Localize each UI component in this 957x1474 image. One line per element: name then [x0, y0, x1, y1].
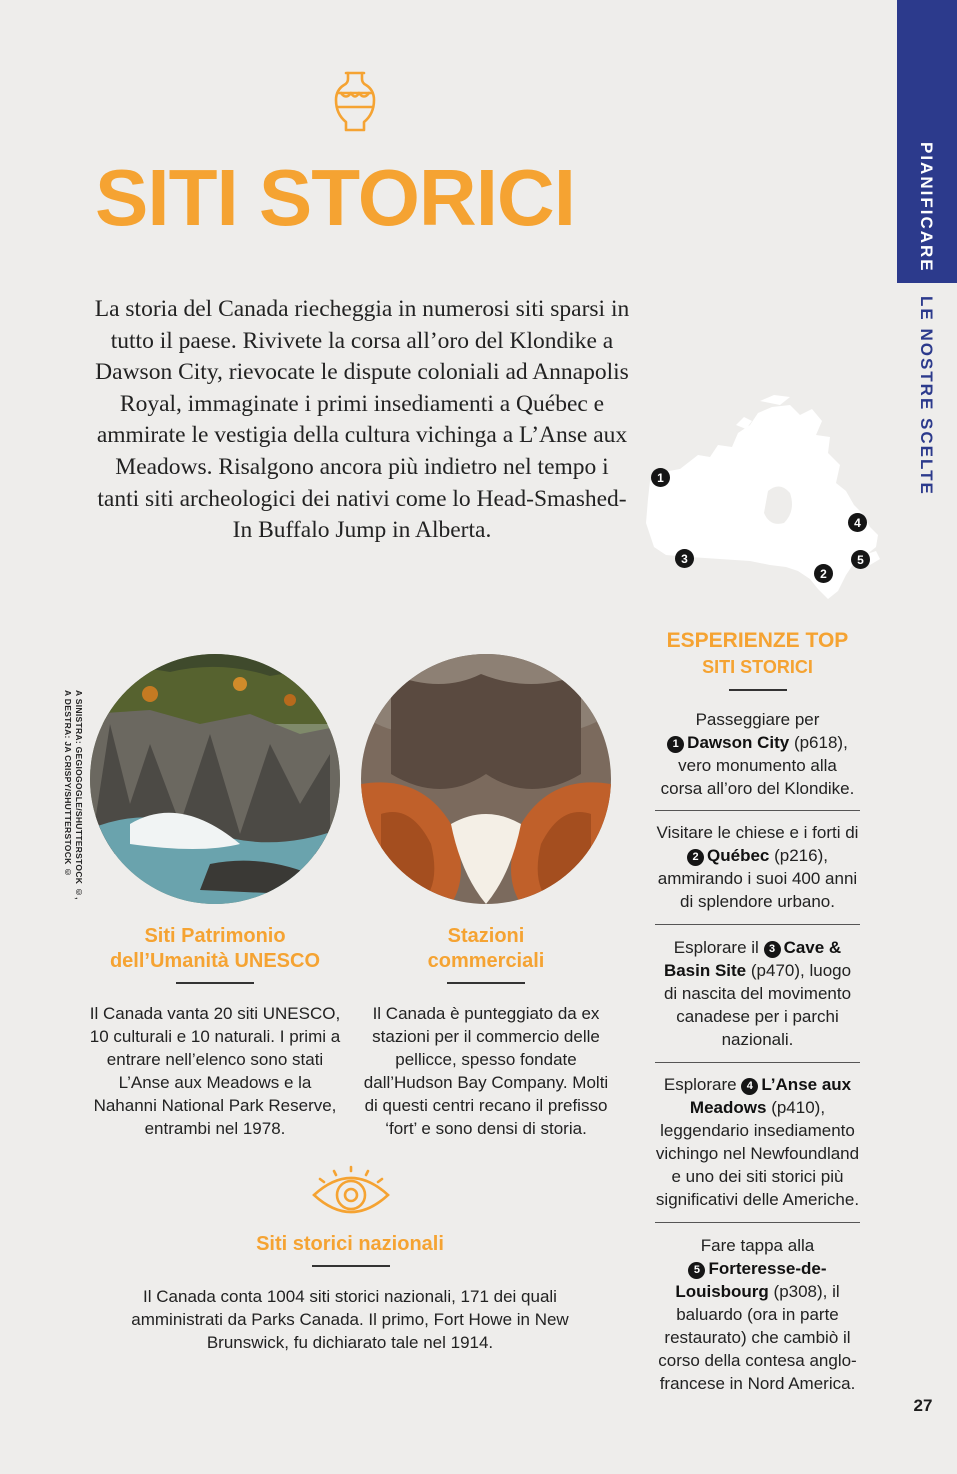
intro-paragraph: La storia del Canada riecheggia in numerosi siti sparsi in tutto il paese. Rivivete la corsa all’oro del Klondike a Dawson City, rievocate le dispute coloniali ad Annapolis Royal, immaginate i primi insediamenti a Québec e ammirate le vestigia della cultura vichinga a L’Anse aux Meadows. Risalgono ancora più indietro nel tempo i tanti siti archeologici dei nativi come lo Head-Smashed-In Buffalo Jump in Alberta.: [94, 296, 630, 544]
experience-3-pre: Esplorare il: [673, 938, 759, 957]
vase-icon: [332, 70, 378, 134]
map-pin-2: 2: [814, 564, 833, 583]
canada-map: [640, 395, 890, 610]
experience-4-post: (p410), leggendario insediamento vichingo nel Newfoundland e uno dei siti storici più significativi delle Americhe.: [655, 1098, 860, 1209]
photo-credit-text: [62, 690, 84, 900]
experience-3-post: (p470), luogo di nascita del movimento canadese per i parchi nazionali.: [663, 961, 852, 1049]
experience-3-number: 3: [764, 941, 781, 958]
experience-item-3: [655, 936, 860, 1051]
map-pin-5: 5: [851, 550, 870, 569]
trading-heading: [361, 924, 611, 974]
section-tab-label: PIANIFICARE: [917, 142, 936, 273]
experience-3-name: Cave & Basin Site: [663, 938, 842, 980]
unesco-body: Il Canada vanta 20 siti UNESCO, 10 culturali e 10 naturali. I primi a entrare nell’elenco sono stati L’Anse aux Meadows e la Nahanni National Park Reserve, entrambi nel 1978.: [89, 1004, 341, 1138]
experience-item-2: [655, 821, 860, 913]
experience-item-4: [655, 1073, 860, 1211]
furs-photo: [361, 654, 611, 904]
subsection-tab-label: LE NOSTRE SCELTE: [917, 296, 936, 496]
unesco-heading: [90, 924, 340, 974]
top-experiences-heading-line-2: SITI STORICI: [702, 657, 813, 677]
trading-heading-line-2: commerciali: [427, 950, 545, 972]
map-pin-1: 1: [651, 468, 670, 487]
top-experiences-divider: [729, 689, 787, 691]
map-pin-4: 4: [848, 513, 867, 532]
experience-1-pre: Passeggiare per: [695, 710, 820, 729]
experience-4-number: 4: [741, 1078, 758, 1095]
experience-2-name: Québec: [707, 846, 770, 865]
experience-1-number: 1: [667, 736, 684, 753]
experience-2-post: (p216), ammirando i suoi 400 anni di splendore urbano.: [657, 846, 858, 911]
trading-body: Il Canada è punteggiato da ex stazioni per il commercio delle pellicce, spesso fondate dall’Hudson Bay Company. Molti di questi centri recano il prefisso ‘fort’ e sono densi di storia.: [363, 1004, 609, 1138]
experience-divider-1: [655, 810, 860, 811]
national-heading: Siti storici nazionali: [256, 1233, 444, 1255]
experience-item-5: [655, 1234, 860, 1395]
photo-credit-line-2: A DESTRA: JA CRISPY/SHUTTERSTOCK ©: [63, 690, 73, 878]
unesco-heading-line-1: Siti Patrimonio: [144, 925, 286, 947]
map-pin-3: 3: [675, 549, 694, 568]
cliff-photo: [90, 654, 340, 904]
experience-5-name: Forteresse-de-Louisbourg: [675, 1259, 827, 1301]
eye-icon: [312, 1165, 390, 1225]
experience-4-name: L’Anse aux Meadows: [689, 1075, 852, 1117]
experience-2-pre: Visitare le chiese e i forti di: [656, 823, 859, 842]
experience-2-number: 2: [687, 849, 704, 866]
photo-credit-line-1: A SINISTRA: GEGIOGOGLE/SHUTTERSTOCK ©,: [74, 690, 84, 900]
top-experiences-heading-line-1: ESPERIENZE TOP: [666, 629, 849, 652]
experience-divider-4: [655, 1222, 860, 1223]
unesco-divider: [176, 982, 254, 984]
trading-heading-line-1: Stazioni: [447, 925, 525, 947]
section-tab: [897, 0, 957, 283]
canada-map-shape: [640, 395, 890, 610]
experience-1-name: Dawson City: [687, 733, 790, 752]
experience-5-post: (p308), il baluardo (ora in parte restaurato) che cambiò il corso della contesa anglo-francese in Nord America.: [658, 1282, 857, 1393]
page-title: SITI STORICI: [95, 153, 575, 242]
experience-1-post: (p618), vero monumento alla corsa all’oro del Klondike.: [660, 733, 855, 798]
experience-4-pre: Esplorare: [663, 1075, 737, 1094]
experience-divider-2: [655, 924, 860, 925]
national-divider: [312, 1265, 390, 1267]
top-experiences-heading: [655, 628, 860, 680]
experience-item-1: [655, 708, 860, 800]
experience-5-number: 5: [688, 1262, 705, 1279]
page-number: 27: [913, 1396, 933, 1415]
national-body: Il Canada conta 1004 siti storici nazionali, 171 dei quali amministrati da Parks Canada. Il primo, Fort Howe in New Brunswick, fu dichiarato tale nel 1914.: [131, 1287, 569, 1352]
photo-credit: [62, 690, 88, 930]
trading-divider: [447, 982, 525, 984]
unesco-heading-line-2: dell’Umanità UNESCO: [109, 950, 321, 972]
experience-divider-3: [655, 1062, 860, 1063]
experience-5-pre: Fare tappa alla: [700, 1236, 815, 1255]
